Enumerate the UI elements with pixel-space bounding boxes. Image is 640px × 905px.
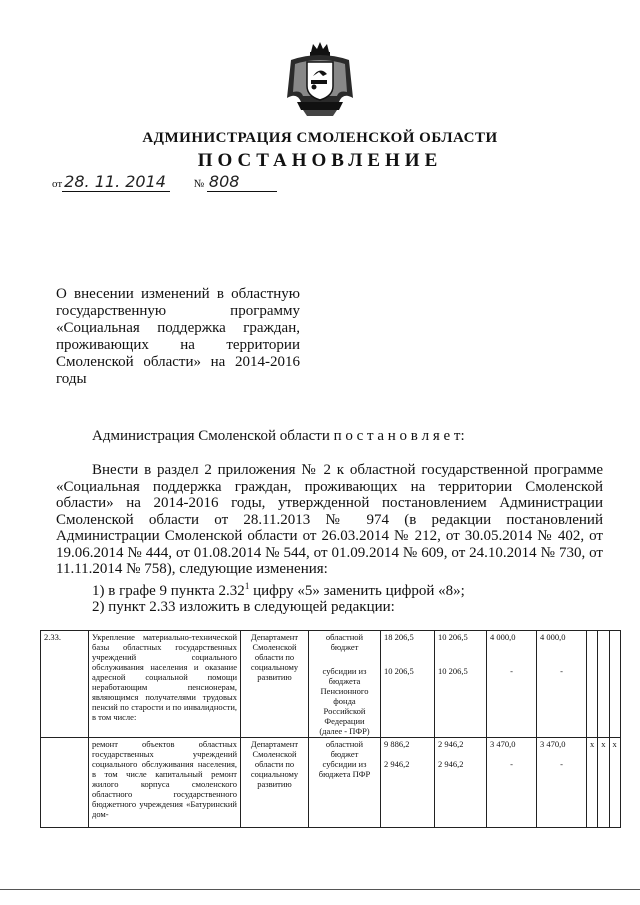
row-2015 bbox=[487, 738, 537, 828]
row-number: 2.33. bbox=[41, 631, 89, 738]
row-description: Укрепление материально-технической базы областных государственных учреждений социального обслуживания населения и оказание адресной социальной помощи неработающим пенсионерам, являющимся получателями трудовых пенсий по старости и по инвалидности, в том числе: bbox=[89, 631, 241, 738]
total-2: 2 946,2 bbox=[384, 759, 410, 769]
date-prefix: от bbox=[52, 178, 63, 190]
y2015-1: 4 000,0 bbox=[490, 632, 516, 642]
body-text bbox=[56, 462, 603, 616]
row-2014 bbox=[435, 738, 487, 828]
program-table bbox=[40, 630, 621, 828]
row-total bbox=[381, 738, 435, 828]
row-mark-2: x bbox=[598, 738, 609, 828]
y2015-1: 3 470,0 bbox=[490, 739, 516, 749]
source-2: субсидии из бюджета Пенсионного фонда Российской Федерации (далее - ПФР) bbox=[319, 666, 370, 736]
superscript: 1 bbox=[244, 580, 250, 591]
subject-line: государственную программу bbox=[56, 303, 300, 319]
source-1: областной бюджет bbox=[325, 739, 364, 759]
number-sign: № bbox=[193, 178, 205, 190]
row-mark-1: x bbox=[587, 738, 598, 828]
y2016-1: 3 470,0 bbox=[540, 739, 566, 749]
row-number bbox=[41, 738, 89, 828]
row-2015 bbox=[487, 631, 537, 738]
y2015-2: - bbox=[510, 666, 513, 676]
row-description: ремонт объектов областных государственных учреждений социального обслуживания населения, в том числе капитальный ремонт жилого корпуса смоленского областного государственного бюджетного учреждения «Батуринский дом- bbox=[89, 738, 241, 828]
subject-line: проживающих на территории bbox=[56, 337, 300, 353]
total-1: 18 206,5 bbox=[384, 632, 414, 642]
y2016-2: - bbox=[560, 759, 563, 769]
y2014-2: 2 946,2 bbox=[438, 759, 464, 769]
y2014-2: 10 206,5 bbox=[438, 666, 468, 676]
source-1: областной бюджет bbox=[325, 632, 364, 652]
decree-spaced: п о с т а н о в л я е т: bbox=[333, 428, 465, 444]
y2014-1: 2 946,2 bbox=[438, 739, 464, 749]
table-row bbox=[41, 738, 621, 828]
document-title: ПОСТАНОВЛЕНИЕ bbox=[197, 150, 443, 171]
change-item-1-tail: цифру «5» заменить цифрой «8»; bbox=[249, 582, 465, 599]
change-item-2: 2) пункт 2.33 изложить в следующей редакции: bbox=[92, 599, 395, 615]
y2016-2: - bbox=[560, 666, 563, 676]
total-2: 10 206,5 bbox=[384, 666, 414, 676]
row-mark-3 bbox=[609, 631, 620, 738]
date-value: 28. 11. 2014 bbox=[62, 172, 170, 192]
row-mark-1 bbox=[587, 631, 598, 738]
page-bottom-rule bbox=[0, 889, 640, 890]
row-2014 bbox=[435, 631, 487, 738]
change-item-1-text: 1) в графе 9 пункта 2.32 bbox=[92, 582, 245, 599]
row-total bbox=[381, 631, 435, 738]
subject-line: О внесении изменений в областную bbox=[56, 286, 300, 302]
row-mark-3: x bbox=[609, 738, 620, 828]
row-executor: Департамент Смоленской области по социальному развитию bbox=[241, 738, 309, 828]
subject-block bbox=[56, 286, 300, 388]
organization-name: АДМИНИСТРАЦИЯ СМОЛЕНСКОЙ ОБЛАСТИ bbox=[142, 130, 498, 146]
row-sources bbox=[309, 631, 381, 738]
body-paragraph: Внести в раздел 2 приложения № 2 к областной государственной программе «Социальная поддержка граждан, проживающих на территории Смоленской области» на 2014-2016 годы, утвержденной постановлением Администрации Смоленской области от 28.11.2013 № 974 (в редакции постановлений Администрации Смоленской области от 26.03.2014 № 212, от 30.05.2014 № 402, от 19.06.2014 № 444, от 01.08.2014 № 544, от 01.09.2014 № 609, от 24.10.2014 № 730, от 11.11.2014 № 758), следующие изменения: bbox=[56, 462, 603, 577]
y2014-1: 10 206,5 bbox=[438, 632, 468, 642]
y2015-2: - bbox=[510, 759, 513, 769]
subject-line: Смоленской области» на 2014-2016 bbox=[56, 354, 300, 370]
decree-text: Администрация Смоленской области bbox=[92, 428, 330, 444]
y2016-1: 4 000,0 bbox=[540, 632, 566, 642]
number-value: 808 bbox=[207, 172, 277, 192]
subject-line: годы bbox=[56, 371, 87, 387]
coat-of-arms-emblem bbox=[283, 40, 357, 118]
row-executor: Департамент Смоленской области по социальному развитию bbox=[241, 631, 309, 738]
source-2: субсидии из бюджета ПФР bbox=[318, 759, 371, 779]
row-sources bbox=[309, 738, 381, 828]
total-1: 9 886,2 bbox=[384, 739, 410, 749]
decree-line bbox=[92, 428, 465, 445]
row-2016 bbox=[537, 738, 587, 828]
table-row bbox=[41, 631, 621, 738]
row-2016 bbox=[537, 631, 587, 738]
row-mark-2 bbox=[598, 631, 609, 738]
subject-line: «Социальная поддержка граждан, bbox=[56, 320, 300, 336]
date-number-line bbox=[52, 172, 277, 192]
change-item-1 bbox=[56, 578, 603, 600]
